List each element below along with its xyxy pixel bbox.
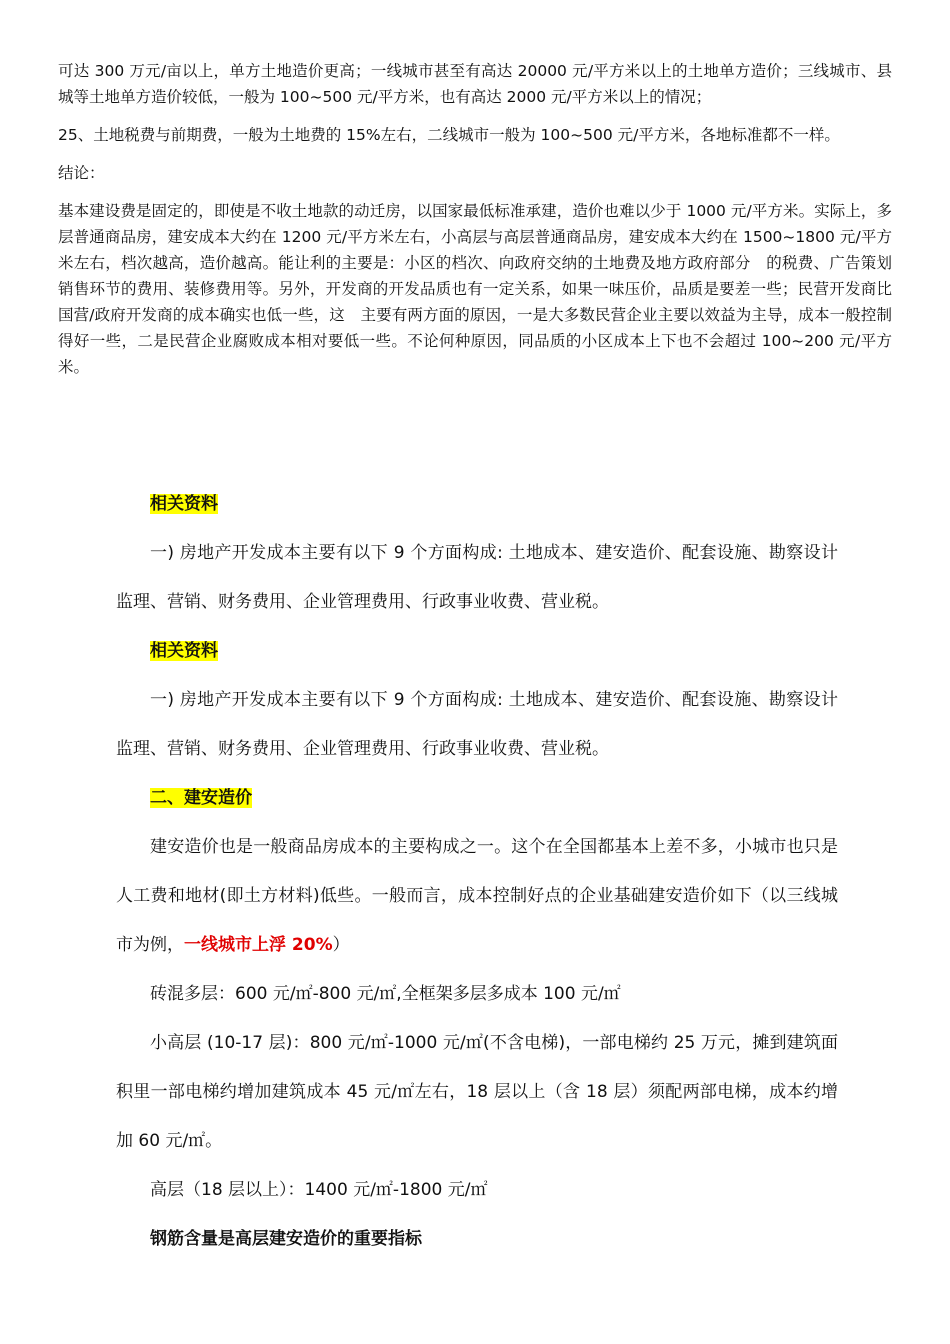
construction-intro-end: ） <box>332 935 350 955</box>
paragraph-conclusion: 基本建设费是固定的，即使是不收土地款的动迁房，以国家最低标准承建，造价也难以少于 1000 元/平方米。实际上，多层普通商品房，建安成本大约在 1200 元/平方米左右，小高层与高层普通商品房，建安成本大约在 1500~1800 元/平方米左右，档次越高，造价越高。能让利的主要是：小区的档次、向政府交纳的土地费及地方政府部分 的税费、广告策划销售环节的费用、装修费用等。另外，开发商的开发品质也有一定关系，如果一味压价，品质是要差一些；民营开发商比国营/政府开发商的成本确实也低一些，这 主要有两方面的原因，一是大多数民营企业主要以效益为主导，成本一般控制得好一些，二是民营企业腐败成本相对要低一些。不论何种原因，同品质的小区成本上下也不会超过 100~200 元/平方米。 <box>58 202 892 376</box>
brick-cost: 砖混多层：600 元/㎡-800 元/㎡,全框架多层多成本 100 元/㎡ <box>150 984 621 1004</box>
related-heading-2 <box>116 627 838 676</box>
paragraph-land-tax: 25、土地税费与前期费，一般为土地费的 15%左右，二线城市一般为 100~500 元/平方米，各地标准都不一样。 <box>58 126 840 144</box>
paragraph-land-price: 可达 300 万元/亩以上，单方土地造价更高；一线城市甚至有高达 20000 元/平方米以上的土地单方造价；三线城市、县城等土地单方造价较低，一般为 100~500 元/平方米，也有高达 2000 元/平方米以上的情况； <box>58 62 892 106</box>
rebar-indicator: 钢筋含量是高层建安造价的重要指标 <box>150 1229 422 1249</box>
related-heading-1 <box>116 480 838 529</box>
highrise-cost: 高层（18 层以上）：1400 元/㎡-1800 元/㎡ <box>150 1180 488 1200</box>
related-text-2: 一) 房地产开发成本主要有以下 9 个方面构成: 土地成本、建安造价、配套设施、勘察设计监理、营销、财务费用、企业管理费用、行政事业收费、营业税。 <box>116 690 838 759</box>
construction-intro-red: 一线城市上浮 20% <box>184 935 333 955</box>
construction-intro-text: 建安造价也是一般商品房成本的主要构成之一。这个在全国都基本上差不多，小城市也只是人工费和地材(即土方材料)低些。一般而言，成本控制好点的企业基础建安造价如下（以三线城市为例， <box>116 837 838 955</box>
section-heading-construction-text: 二、建安造价 <box>150 788 252 808</box>
construction-intro <box>116 823 838 970</box>
related-heading-1-text: 相关资料 <box>150 494 218 514</box>
small-highrise-cost: 小高层 (10-17 层)：800 元/㎡-1000 元/㎡(不含电梯)，一部电梯约 25 万元，摊到建筑面积里一部电梯约增加建筑成本 45 元/㎡左右，18 层以上（含 18 层）须配两部电梯，成本约增加 60 元/㎡。 <box>116 1033 838 1151</box>
paragraph-conclusion-label: 结论： <box>58 164 105 182</box>
related-text-1: 一) 房地产开发成本主要有以下 9 个方面构成: 土地成本、建安造价、配套设施、勘察设计监理、营销、财务费用、企业管理费用、行政事业收费、营业税。 <box>116 543 838 612</box>
section-heading-construction <box>116 774 838 823</box>
related-heading-2-text: 相关资料 <box>150 641 218 661</box>
top-text-block <box>58 58 892 392</box>
main-text-block <box>116 480 838 1264</box>
